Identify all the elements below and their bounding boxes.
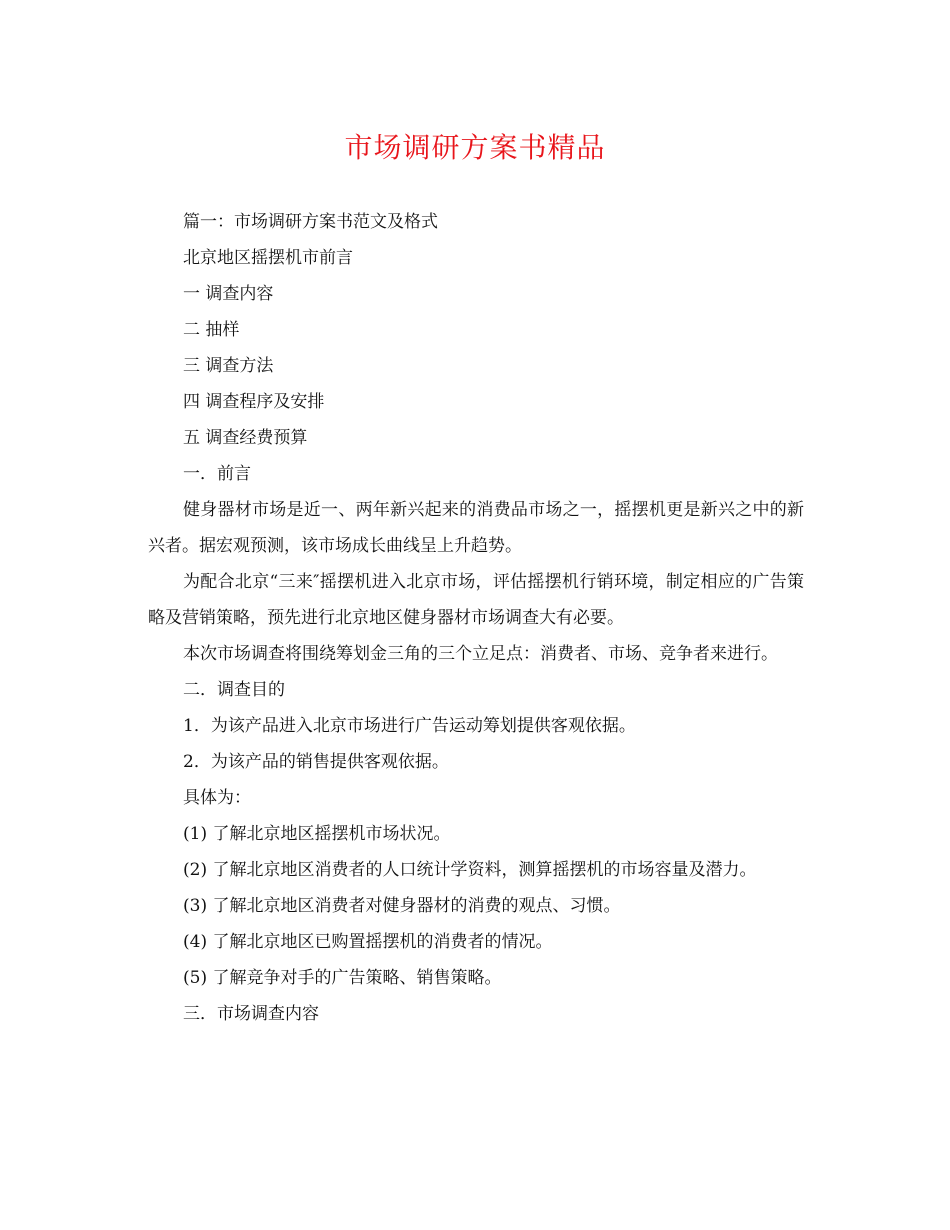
document-body <box>148 204 804 1032</box>
body-paragraph: 健身器材市场是近一、两年新兴起来的消费品市场之一，摇摆机更是新兴之中的新兴者。据宏观预测，该市场成长曲线呈上升趋势。 <box>148 500 804 556</box>
body-paragraph: 为配合北京“三来″摇摆机进入北京市场，评估摇摆机行销环境，制定相应的广告策略及营销策略，预先进行北京地区健身器材市场调查大有必要。 <box>148 572 804 628</box>
outline-item: 一 调查内容 <box>183 284 274 304</box>
body-paragraph: 本次市场调查将围绕筹划金三角的三个立足点：消费者、市场、竞争者来进行。 <box>183 644 778 664</box>
section-heading: 三．市场调查内容 <box>183 1004 319 1024</box>
list-item: (5) 了解竞争对手的广告策略、销售策略。 <box>183 968 502 988</box>
outline-item: 二 抽样 <box>183 320 240 340</box>
body-paragraph: 具体为： <box>183 788 251 808</box>
list-item: 1．为该产品进入北京市场进行广告运动筹划提供客观依据。 <box>183 716 636 736</box>
list-item: (3) 了解北京地区消费者对健身器材的消费的观点、习惯。 <box>183 896 621 916</box>
outline-item: 四 调查程序及安排 <box>183 392 325 412</box>
section-heading: 一．前言 <box>183 464 251 484</box>
section-heading: 二．调查目的 <box>183 680 285 700</box>
outline-title: 北京地区摇摆机市前言 <box>183 248 353 268</box>
outline-item: 三 调查方法 <box>183 356 274 376</box>
list-item: (1) 了解北京地区摇摆机市场状况。 <box>183 824 451 844</box>
list-item: 2．为该产品的销售提供客观依据。 <box>183 752 449 772</box>
list-item: (2) 了解北京地区消费者的人口统计学资料，测算摇摆机的市场容量及潜力。 <box>183 860 757 880</box>
document-title: 市场调研方案书精品 <box>344 131 606 164</box>
section-heading: 篇一：市场调研方案书范文及格式 <box>183 212 438 232</box>
outline-item: 五 调查经费预算 <box>183 428 308 448</box>
list-item: (4) 了解北京地区已购置摇摆机的消费者的情况。 <box>183 932 553 952</box>
